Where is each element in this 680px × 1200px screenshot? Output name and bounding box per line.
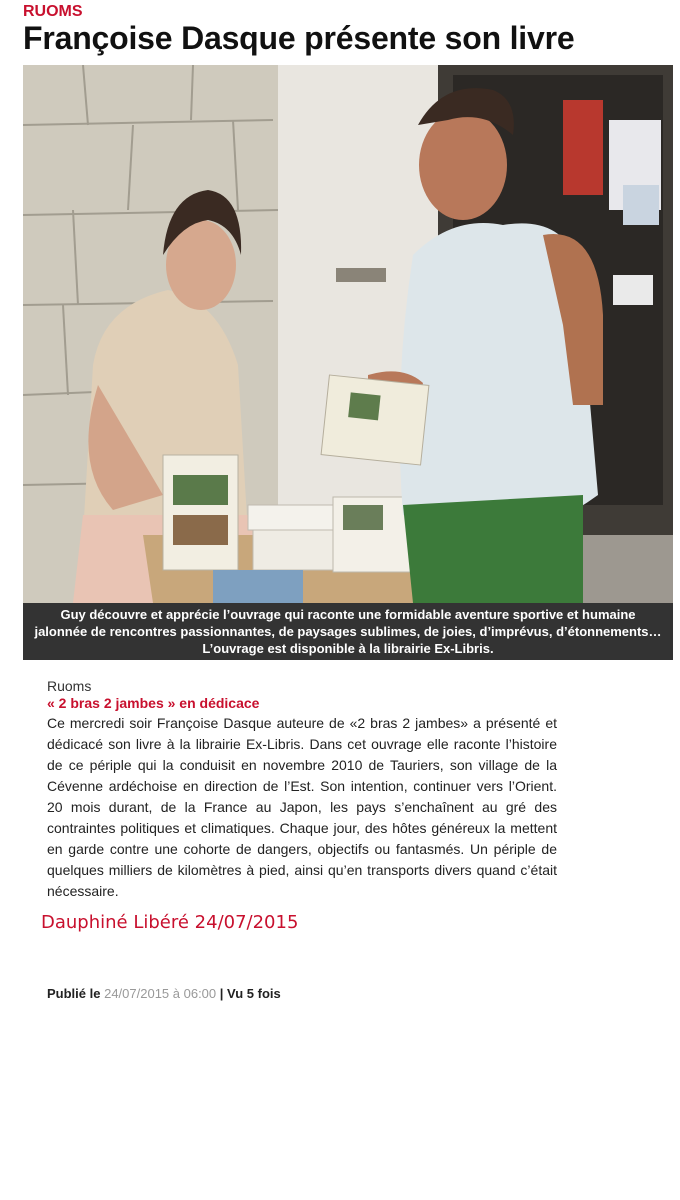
article-subheading: « 2 bras 2 jambes » en dédicace (47, 695, 260, 711)
photo-caption (23, 603, 673, 660)
article-photo (23, 65, 673, 603)
article-photo-block (23, 65, 673, 660)
article-title: Françoise Dasque présente son livre (23, 20, 575, 56)
published-label: Publié le (47, 986, 101, 1001)
caption-line: jalonnée de rencontres passionnantes, de paysages sublimes, de joies, d’imprévus, d’étonnements… (34, 624, 662, 639)
section-kicker: RUOMS (23, 3, 83, 20)
article-body (47, 677, 557, 902)
view-count: | Vu 5 fois (219, 986, 281, 1001)
published-date: 24/07/2015 à 06:00 (104, 986, 217, 1001)
article-location: Ruoms (47, 678, 92, 694)
source-credit: Dauphiné Libéré 24/07/2015 (41, 912, 299, 933)
publication-meta (47, 986, 281, 1001)
caption-line: Guy découvre et apprécie l’ouvrage qui raconte une formidable aventure sportive et humaine (60, 607, 636, 622)
caption-line: L’ouvrage est disponible à la librairie Ex-Libris. (202, 641, 494, 656)
article-paragraph: Ce mercredi soir Françoise Dasque auteure de «2 bras 2 jambes» a présenté et dédicacé son livre à la librairie Ex-Libris. Dans cet ouvrage elle raconte l’histoire de ce périple qui la conduisit en novembre 2010 de Tauriers, son village de la Cévenne ardéchoise en direction de l’Est. Son intention, continuer vers l’Orient. 20 mois durant, de la France au Japon, les pays s’enchaînent au gré des contraintes politiques et climatiques. Chaque jour, des hôtes généreux la mettent en garde contre une cohorte de dangers, objectifs ou fantasmés. Un périple de quelques milliers de kilomètres à pied, ainsi qu’en transports divers quand c’était nécessaire. (47, 715, 557, 899)
